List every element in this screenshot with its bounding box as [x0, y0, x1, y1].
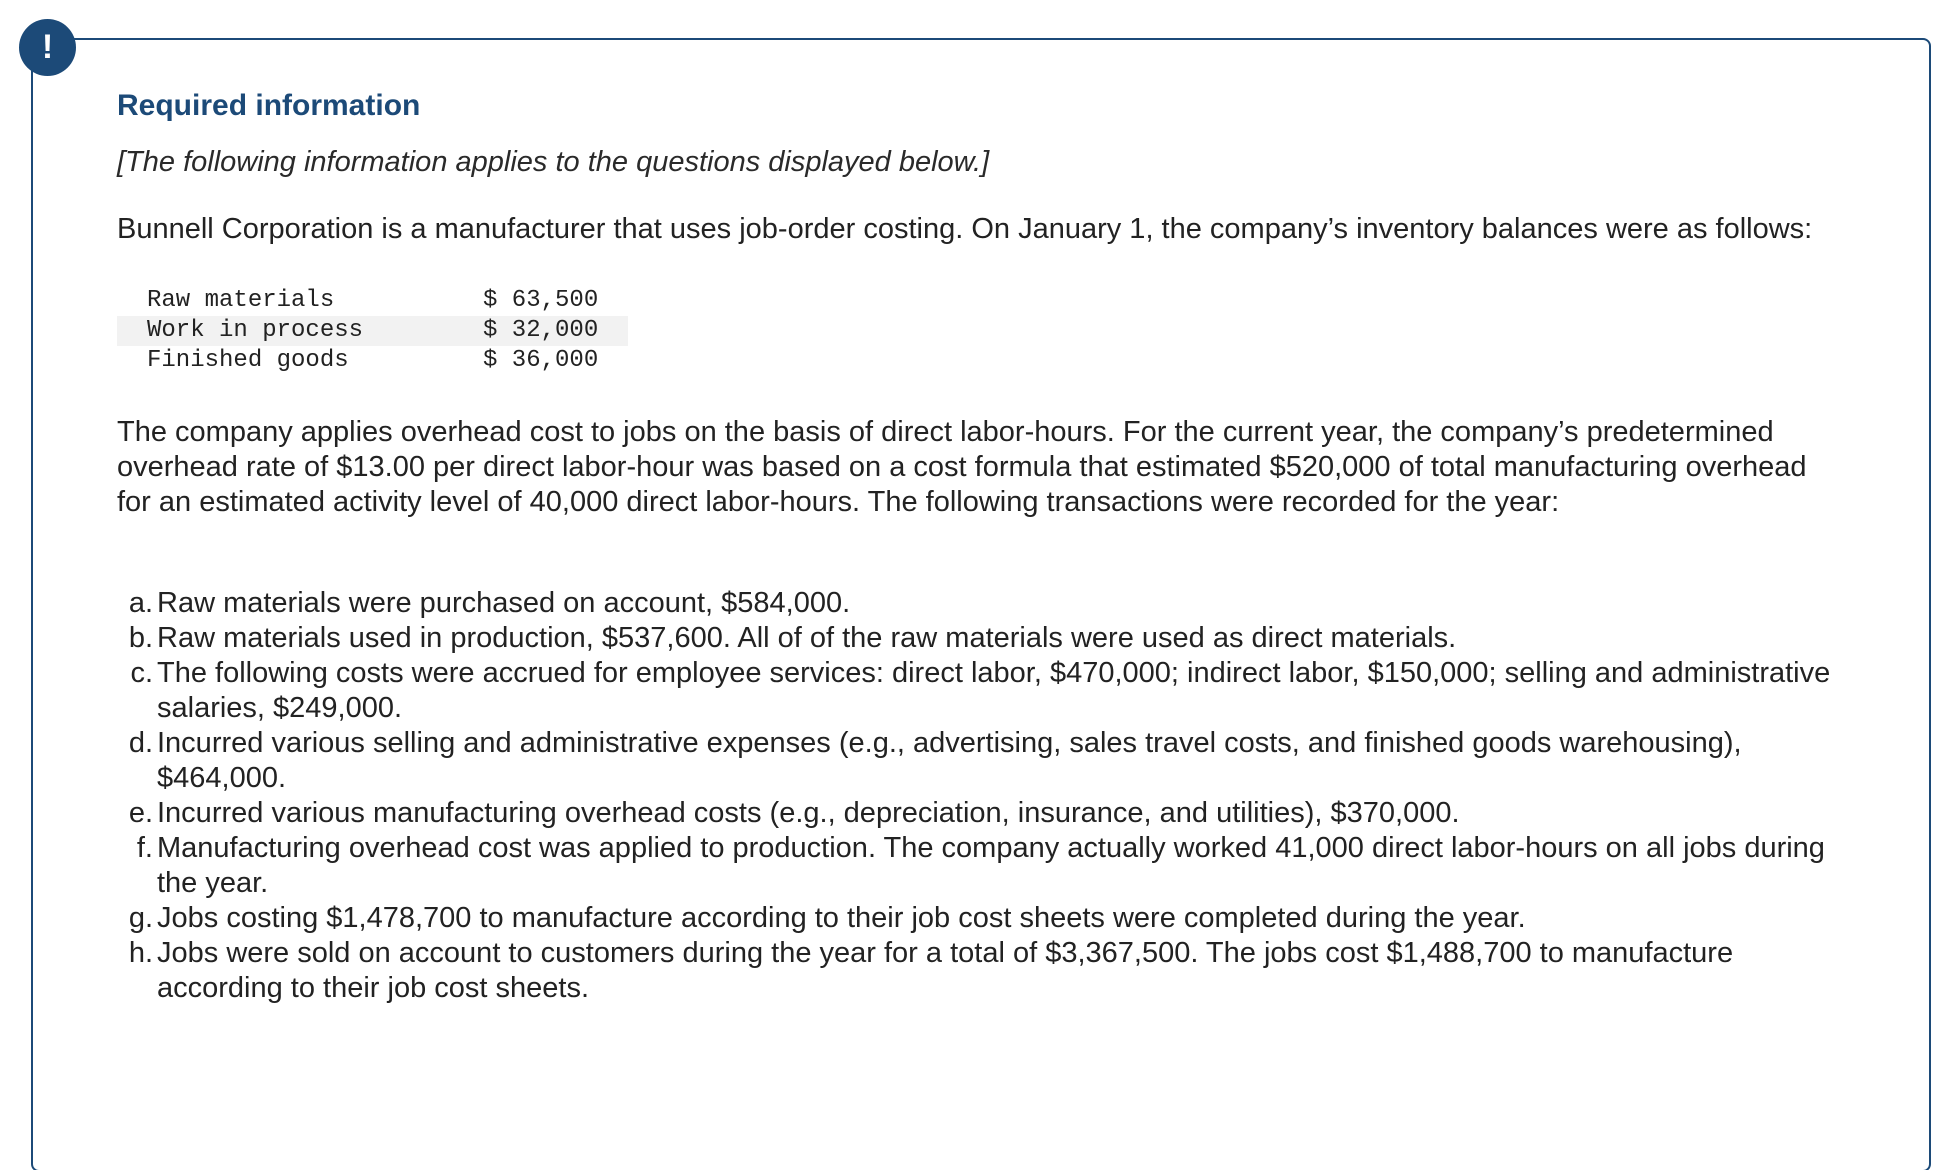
list-item: [117, 621, 1837, 656]
list-item-text: Jobs were sold on account to customers during the year for a total of $3,367,500. The jobs cost $1,488,700 to manufacture according to their job cost sheets.: [157, 937, 1734, 1004]
info-note: [The following information applies to the questions displayed below.]: [117, 146, 990, 178]
table-row: [117, 286, 628, 316]
inventory-amount: $ 36,000: [483, 347, 599, 374]
list-marker: c.: [130, 657, 153, 689]
list-item-text: Raw materials used in production, $537,600. All of of the raw materials were used as direct materials.: [157, 622, 1457, 654]
list-item: [117, 656, 1837, 726]
list-marker: f.: [136, 832, 153, 864]
overhead-paragraph: The company applies overhead cost to jobs on the basis of direct labor-hours. For the current year, the company’s predetermined overhead rate of $13.00 per direct labor-hour was based on a cost formula that estimated $520,000 of total manufacturing overhead for an estimated activity level of 40,000 direct labor-hours. The following transactions were recorded for the year:: [117, 416, 1807, 518]
inventory-label: Finished goods: [147, 347, 349, 374]
list-marker: g.: [128, 902, 153, 934]
list-marker: a.: [128, 587, 153, 619]
list-marker: h.: [128, 937, 153, 969]
list-item-text: The following costs were accrued for employee services: direct labor, $470,000; indirect labor, $150,000; selling and administrative salaries, $249,000.: [157, 657, 1831, 724]
panel-content: [117, 86, 1877, 1035]
list-item-text: Incurred various manufacturing overhead costs (e.g., depreciation, insurance, and utilities), $370,000.: [157, 797, 1460, 829]
inventory-label: Work in process: [117, 316, 483, 346]
inventory-balances-table: [117, 286, 628, 376]
list-item-text: Manufacturing overhead cost was applied to production. The company actually worked 41,000 direct labor-hours on all jobs during the year.: [157, 832, 1825, 899]
list-item: [117, 936, 1837, 1006]
panel-heading: Required information: [117, 89, 421, 122]
list-item: [117, 726, 1837, 796]
inventory-amount: $ 32,000: [483, 316, 628, 346]
inventory-label: Raw materials: [147, 287, 335, 314]
list-marker: b.: [128, 622, 153, 654]
inventory-amount: $ 63,500: [483, 287, 599, 314]
list-marker: e.: [128, 797, 153, 829]
transactions-list: [117, 586, 1877, 1006]
list-item-text: Raw materials were purchased on account, $584,000.: [157, 587, 851, 619]
list-item-text: Incurred various selling and administrative expenses (e.g., advertising, sales travel costs, and finished goods warehousing), $464,000.: [157, 727, 1742, 794]
list-item: [117, 796, 1837, 831]
list-item: [117, 586, 1837, 621]
list-item: [117, 901, 1837, 936]
alert-icon: !: [19, 19, 76, 76]
intro-paragraph: Bunnell Corporation is a manufacturer that uses job-order costing. On January 1, the company’s inventory balances were as follows:: [117, 213, 1813, 245]
table-row: [117, 316, 628, 346]
list-item-text: Jobs costing $1,478,700 to manufacture according to their job cost sheets were completed during the year.: [157, 902, 1526, 934]
table-row: [117, 346, 628, 376]
list-marker: d.: [128, 727, 153, 759]
list-item: [117, 831, 1837, 901]
